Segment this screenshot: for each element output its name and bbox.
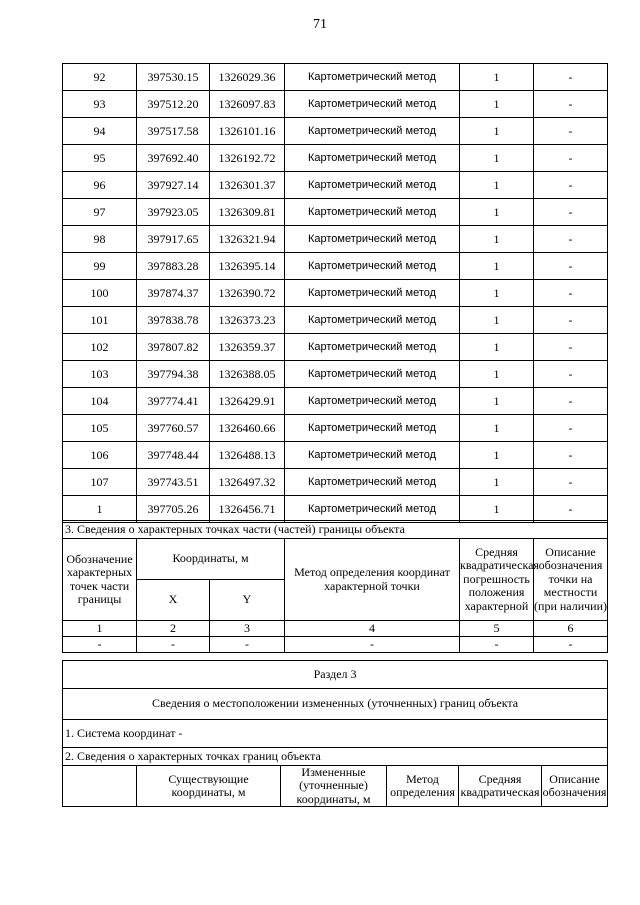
section3-title: Раздел 3 xyxy=(63,661,608,689)
table-cell: 103 xyxy=(63,361,137,388)
column-number: 2 xyxy=(137,621,210,637)
table-cell: - xyxy=(534,118,608,145)
table-cell: 397838.78 xyxy=(137,307,210,334)
table-cell: 1 xyxy=(460,199,534,226)
table-row xyxy=(63,172,608,199)
table-cell: 1 xyxy=(63,496,137,523)
table-cell: 1 xyxy=(460,415,534,442)
table-cell: Картометрический метод xyxy=(285,226,460,253)
table-cell: 1 xyxy=(460,64,534,91)
table-cell: - xyxy=(460,637,534,653)
header-changed-coordinates: Измененные (уточненные) координаты, м xyxy=(281,766,387,807)
table-cell: - xyxy=(534,469,608,496)
table-cell: 1 xyxy=(460,172,534,199)
column-numbers-row xyxy=(63,621,608,637)
table-cell: - xyxy=(534,388,608,415)
table-cell: - xyxy=(534,91,608,118)
table-cell: 94 xyxy=(63,118,137,145)
table-cell: Картометрический метод xyxy=(285,64,460,91)
header-x: X xyxy=(137,580,210,621)
table-cell: Картометрический метод xyxy=(285,469,460,496)
table-cell: 95 xyxy=(63,145,137,172)
table-cell: Картометрический метод xyxy=(285,199,460,226)
header-method: Метод определения координат характерной точки xyxy=(285,539,460,621)
page-number: 71 xyxy=(313,17,327,32)
table-cell: - xyxy=(534,226,608,253)
table-cell: - xyxy=(63,637,137,653)
header-existing-coordinates: Существующие координаты, м xyxy=(137,766,281,807)
table-cell: 98 xyxy=(63,226,137,253)
table-cell: 1326097.83 xyxy=(210,91,285,118)
table-cell: 1 xyxy=(460,496,534,523)
table-cell: - xyxy=(534,442,608,469)
table-cell: 1326321.94 xyxy=(210,226,285,253)
table-cell: 97 xyxy=(63,199,137,226)
table-cell: 1 xyxy=(460,469,534,496)
table-cell: 1326497.32 xyxy=(210,469,285,496)
table-cell: 96 xyxy=(63,172,137,199)
table-cell: 101 xyxy=(63,307,137,334)
table-cell: 397517.58 xyxy=(137,118,210,145)
part-section-title: 3. Сведения о характерных точках части (частей) границы объекта xyxy=(63,521,608,539)
table-row xyxy=(63,334,608,361)
column-number: 4 xyxy=(285,621,460,637)
table-cell: 93 xyxy=(63,91,137,118)
table-cell: 1 xyxy=(460,334,534,361)
table-cell: - xyxy=(534,415,608,442)
table-cell: 1 xyxy=(460,145,534,172)
column-number: 1 xyxy=(63,621,137,637)
table-cell: 1 xyxy=(460,280,534,307)
table-cell: 1326359.37 xyxy=(210,334,285,361)
table-row xyxy=(63,145,608,172)
table-cell: Картометрический метод xyxy=(285,91,460,118)
table-cell: 104 xyxy=(63,388,137,415)
table-cell: 397927.14 xyxy=(137,172,210,199)
table-cell: Картометрический метод xyxy=(285,388,460,415)
empty-data-row xyxy=(63,637,608,653)
section3-table xyxy=(62,660,608,807)
table-row xyxy=(63,91,608,118)
table-cell: 397794.38 xyxy=(137,361,210,388)
table-cell: - xyxy=(534,199,608,226)
table-cell: 1 xyxy=(460,226,534,253)
table-cell: - xyxy=(534,496,608,523)
column-number: 5 xyxy=(460,621,534,637)
header-y: Y xyxy=(210,580,285,621)
characteristic-points-table xyxy=(62,63,608,523)
table-row xyxy=(63,361,608,388)
char-points-heading: 2. Сведения о характерных точках границ объекта xyxy=(63,748,608,766)
header-designation: Обозначение характерных точек части границы xyxy=(63,539,137,621)
header-coordinates: Координаты, м xyxy=(137,539,285,580)
header-accuracy: Средняя квадратическая xyxy=(459,766,542,807)
table-cell: 99 xyxy=(63,253,137,280)
table-cell: 1326390.72 xyxy=(210,280,285,307)
table-cell: Картометрический метод xyxy=(285,307,460,334)
table-row xyxy=(63,64,608,91)
header-blank xyxy=(63,766,137,807)
table-cell: - xyxy=(534,145,608,172)
table-row xyxy=(63,415,608,442)
header-accuracy: Средняя квадратическая погрешность положения характерной xyxy=(460,539,534,621)
table-cell: - xyxy=(534,334,608,361)
table-row xyxy=(63,253,608,280)
table-cell: 397774.41 xyxy=(137,388,210,415)
table-cell: 397512.20 xyxy=(137,91,210,118)
table-cell: 1326460.66 xyxy=(210,415,285,442)
table-row xyxy=(63,280,608,307)
table-cell: 397692.40 xyxy=(137,145,210,172)
table-cell: 397705.26 xyxy=(137,496,210,523)
table-cell: Картометрический метод xyxy=(285,118,460,145)
column-number: 3 xyxy=(210,621,285,637)
header-description: Описание обозначения xyxy=(542,766,608,807)
table-cell: 1326488.13 xyxy=(210,442,285,469)
table-cell: 100 xyxy=(63,280,137,307)
table-row xyxy=(63,469,608,496)
table-cell: 1 xyxy=(460,361,534,388)
coordinate-system: 1. Система координат - xyxy=(63,720,608,748)
table-cell: 1326301.37 xyxy=(210,172,285,199)
section3-subtitle: Сведения о местоположении измененных (уточненных) границ объекта xyxy=(63,689,608,720)
table-cell: 397748.44 xyxy=(137,442,210,469)
table-cell: 1 xyxy=(460,388,534,415)
table-cell: 1 xyxy=(460,91,534,118)
table-cell: - xyxy=(534,172,608,199)
table-cell: 1326309.81 xyxy=(210,199,285,226)
table-cell: 397530.15 xyxy=(137,64,210,91)
column-number: 6 xyxy=(534,621,608,637)
table-row xyxy=(63,118,608,145)
table-cell: - xyxy=(210,637,285,653)
table-cell: Картометрический метод xyxy=(285,361,460,388)
table-cell: 397883.28 xyxy=(137,253,210,280)
table-row xyxy=(63,226,608,253)
table-cell: 397743.51 xyxy=(137,469,210,496)
header-method: Метод определения xyxy=(387,766,459,807)
table-cell: 1326101.16 xyxy=(210,118,285,145)
table-cell: - xyxy=(534,253,608,280)
table-cell: Картометрический метод xyxy=(285,172,460,199)
table-cell: 107 xyxy=(63,469,137,496)
table-cell: - xyxy=(534,64,608,91)
table-cell: - xyxy=(534,280,608,307)
table-cell: Картометрический метод xyxy=(285,496,460,523)
table-row xyxy=(63,442,608,469)
table-cell: Картометрический метод xyxy=(285,280,460,307)
table-cell: Картометрический метод xyxy=(285,253,460,280)
table-cell: 1326373.23 xyxy=(210,307,285,334)
table-row xyxy=(63,388,608,415)
table-cell: 397760.57 xyxy=(137,415,210,442)
header-description: Описание обозначения точки на местности (при наличии) xyxy=(534,539,608,621)
table-cell: 1326192.72 xyxy=(210,145,285,172)
table-cell: 1326388.05 xyxy=(210,361,285,388)
table-cell: 1326429.91 xyxy=(210,388,285,415)
part-boundary-table xyxy=(62,520,608,653)
table-cell: Картометрический метод xyxy=(285,145,460,172)
table-cell: 1326395.14 xyxy=(210,253,285,280)
table-cell: 1 xyxy=(460,118,534,145)
table-cell: - xyxy=(534,361,608,388)
table-cell: 1 xyxy=(460,253,534,280)
table-row xyxy=(63,496,608,523)
table-cell: 1 xyxy=(460,442,534,469)
table-cell: 106 xyxy=(63,442,137,469)
table-cell: 397874.37 xyxy=(137,280,210,307)
table-cell: - xyxy=(534,307,608,334)
table-cell: Картометрический метод xyxy=(285,334,460,361)
table-cell: Картометрический метод xyxy=(285,415,460,442)
table-cell: 105 xyxy=(63,415,137,442)
table-row xyxy=(63,199,608,226)
table-cell: 1326456.71 xyxy=(210,496,285,523)
table-row xyxy=(63,307,608,334)
table-cell: Картометрический метод xyxy=(285,442,460,469)
table-cell: 397917.65 xyxy=(137,226,210,253)
table-cell: 92 xyxy=(63,64,137,91)
table-cell: - xyxy=(285,637,460,653)
table-cell: 102 xyxy=(63,334,137,361)
table-cell: 397923.05 xyxy=(137,199,210,226)
table-cell: - xyxy=(534,637,608,653)
table-cell: 1326029.36 xyxy=(210,64,285,91)
table-cell: 397807.82 xyxy=(137,334,210,361)
table-cell: - xyxy=(137,637,210,653)
table-cell: 1 xyxy=(460,307,534,334)
